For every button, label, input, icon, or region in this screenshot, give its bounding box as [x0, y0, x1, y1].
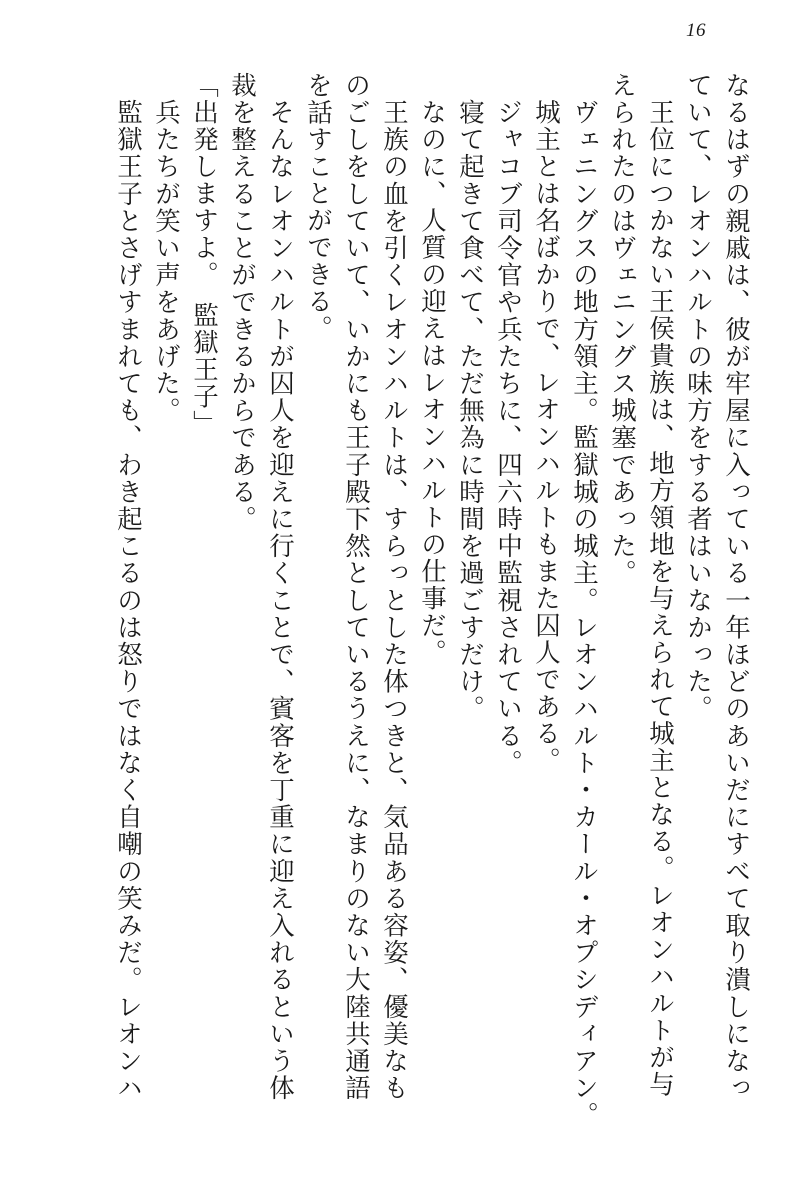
text-line: を話すことができる。 [303, 72, 333, 342]
text-line: のごしをしていて、いかにも王子殿下然としているうえに、なまりのない大陸共通語 [341, 72, 371, 1102]
text-line: そんなレオンハルトが囚人を迎えに行くことで、賓客を丁重に迎え入れるという体 [265, 72, 295, 1102]
text-line: ジャコブ司令官や兵たちに、四六時中監視されている。 [493, 72, 523, 777]
text-line: なのに、人質の迎えはレオンハルトの仕事だ。 [417, 72, 447, 666]
text-line: ていて、レオンハルトの味方をする者はいなかった。 [683, 72, 713, 723]
text-line: 城主とは名ばかりで、レオンハルトもまた囚人である。 [531, 72, 561, 774]
text-line: なるはずの親戚は、彼が牢屋に入っている一年ほどのあいだにすべて取り潰しになっ [721, 72, 751, 1102]
text-line: ヴェニングスの地方領主。監獄城の城主。レオンハルト・カール・オプシディアン。 [569, 72, 599, 1129]
text-line: えられたのはヴェニングス城塞であった。 [607, 72, 637, 587]
text-line: 王族の血を引くレオンハルトは、すらっとした体つきと、気品ある容姿、優美なも [379, 72, 409, 1102]
text-line: 「出発しますよ。 監獄王子」 [189, 72, 219, 438]
text-line: 裁を整えることができるからである。 [227, 72, 257, 533]
text-line: 兵たちが笑い声をあげた。 [151, 72, 181, 425]
text-line: 寝て起きて食べて、ただ無為に時間を過ごすだけ。 [455, 72, 485, 723]
vertical-text-body [44, 72, 751, 1162]
page-number: 16 [686, 20, 706, 41]
text-line: 監獄王子とさげすまれても、わき起こるのは怒りではなく自嘲の笑みだ。レオンハ [113, 72, 143, 1102]
text-line: 王位につかない王侯貴族は、地方領地を与えられて城主となる。レオンハルトが与 [645, 72, 675, 1098]
